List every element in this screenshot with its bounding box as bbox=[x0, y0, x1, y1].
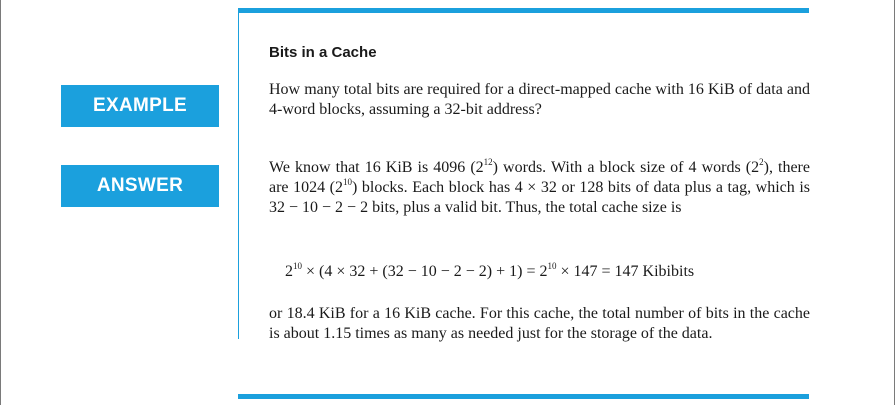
answer-exponent-2: 2 bbox=[759, 156, 764, 167]
cache-size-equation bbox=[285, 262, 694, 282]
example-title: Bits in a Cache bbox=[269, 44, 377, 61]
equation-middle: × (4 × 32 + (32 − 10 − 2 − 2) + 1) = 2 bbox=[302, 263, 548, 280]
answer-text bbox=[269, 158, 810, 218]
equation-end: × 147 = 147 Kibibits bbox=[556, 263, 695, 280]
example-label: EXAMPLE bbox=[61, 85, 219, 127]
bottom-accent-rule bbox=[238, 394, 809, 399]
equation-base: 2 bbox=[285, 263, 293, 280]
conclusion-text: or 18.4 KiB for a 16 KiB cache. For this cache, the total number of bits in the cache is about 1.15 times as many as needed just for the storage of the data. bbox=[269, 305, 810, 342]
question-text: How many total bits are required for a direct-mapped cache with 16 KiB of data and 4-word blocks, assuming a 32-bit address? bbox=[269, 81, 810, 118]
answer-part-1: We know that 16 KiB is 4096 (2 bbox=[269, 159, 484, 176]
answer-part-3: ), there are 1024 (2 bbox=[269, 159, 810, 196]
answer-label: ANSWER bbox=[61, 165, 219, 207]
answer-exponent-3: 10 bbox=[342, 176, 352, 187]
answer-exponent-1: 12 bbox=[483, 156, 493, 167]
top-accent-rule bbox=[238, 8, 809, 13]
equation-exponent-2: 10 bbox=[547, 260, 557, 271]
left-accent-rule bbox=[238, 8, 239, 339]
answer-part-2: ) words. With a block size of 4 words (2 bbox=[492, 159, 760, 176]
answer-part-4: ) blocks. Each block has 4 × 32 or 128 bits of data plus a tag, which is 32 − 10 − 2 − 2 bits, plus a valid bit. Thus, the total cache size is bbox=[269, 179, 810, 216]
page-edge-left bbox=[0, 0, 1, 405]
equation-exponent-1: 10 bbox=[293, 260, 302, 271]
